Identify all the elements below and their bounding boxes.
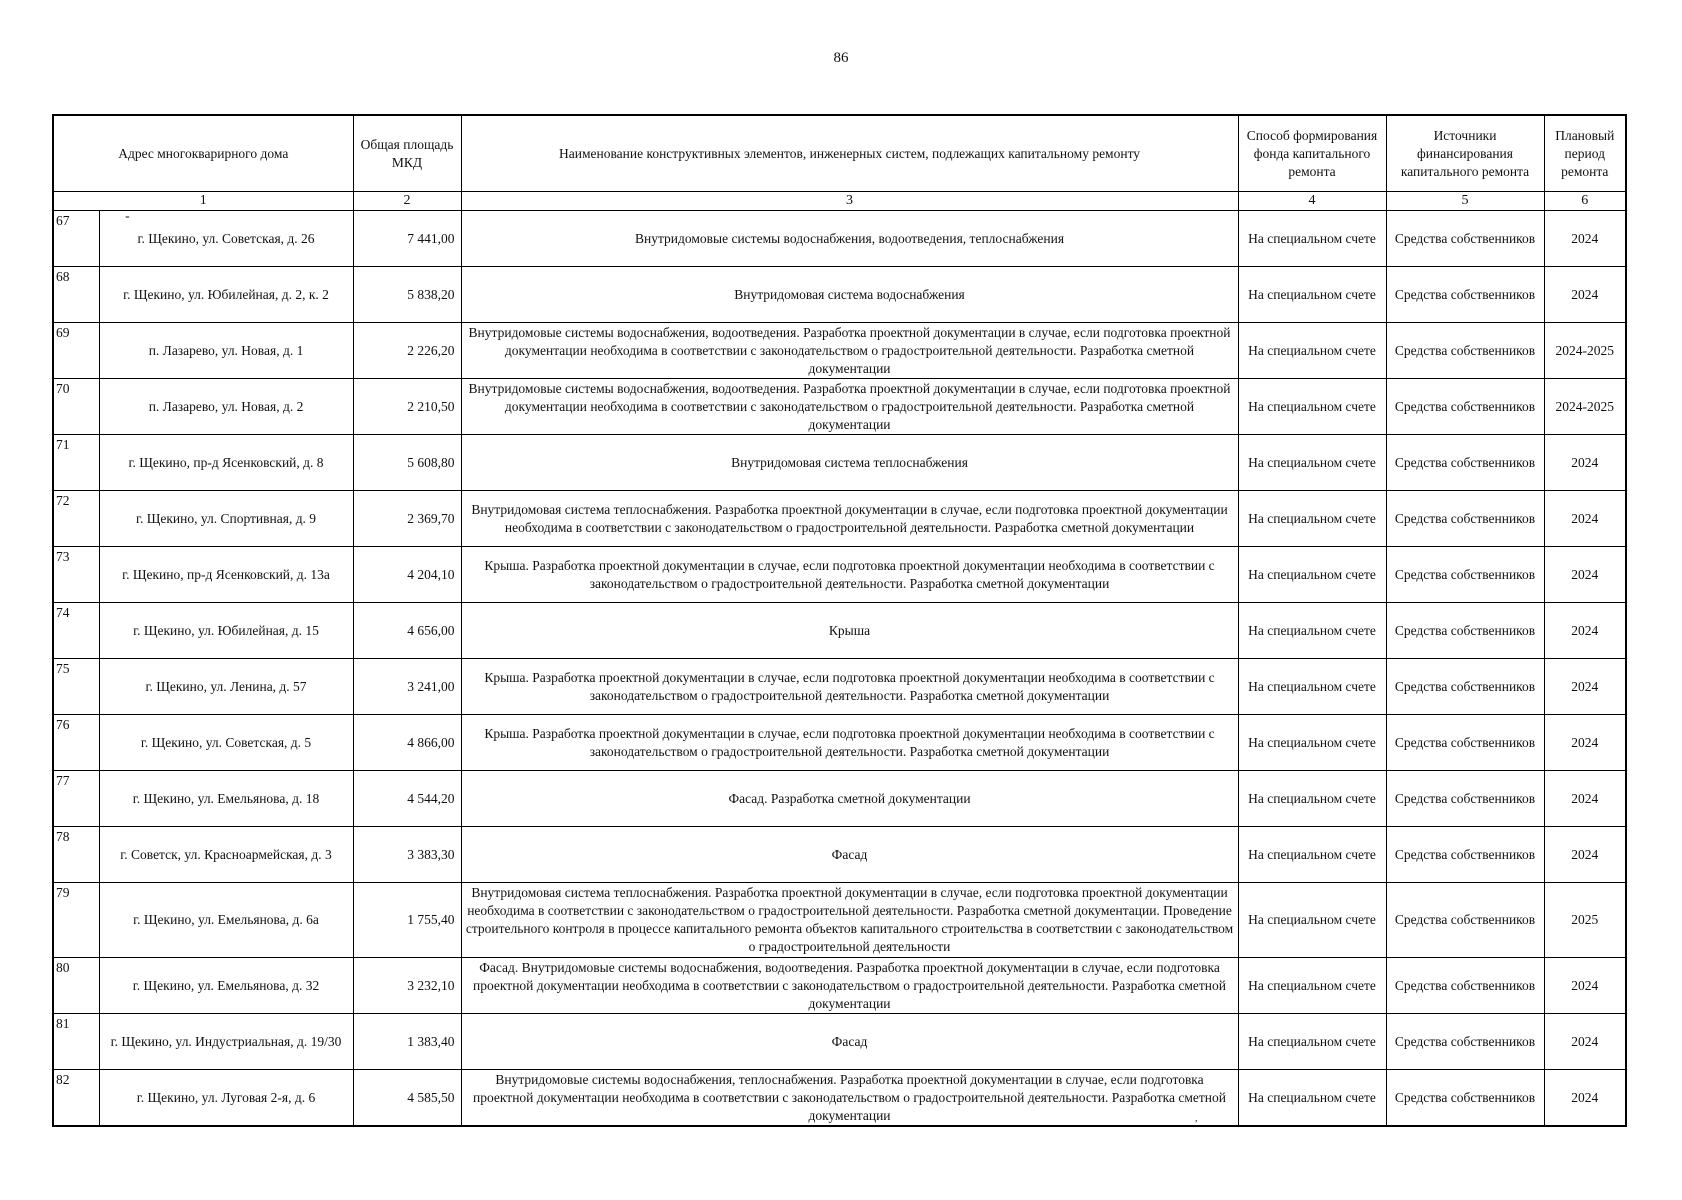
table-row: [53, 659, 1626, 715]
area-cell: 3 232,10: [353, 958, 461, 1014]
period-cell: 2024: [1544, 211, 1626, 267]
address-cell: г. Щекино, ул. Спортивная, д. 9: [99, 491, 353, 547]
row-number: 70: [53, 379, 99, 435]
financing-cell: Средства собственников: [1386, 267, 1544, 323]
row-number: 78: [53, 827, 99, 883]
column-index: 3: [461, 192, 1238, 211]
address-cell: г. Щекино, ул. Емельянова, д. 18: [99, 771, 353, 827]
address-cell: г. Щекино, пр-д Ясенковский, д. 13а: [99, 547, 353, 603]
table-row: [53, 827, 1626, 883]
elements-cell: Крыша. Разработка проектной документации в случае, если подготовка проектной документации необходима в соответствии с законодательством о градостроительной деятельности. Разработка сметной документации: [461, 547, 1238, 603]
financing-cell: Средства собственников: [1386, 771, 1544, 827]
period-cell: 2024: [1544, 267, 1626, 323]
address-cell: г. Советск, ул. Красноармейская, д. 3: [99, 827, 353, 883]
elements-cell: Крыша: [461, 603, 1238, 659]
table-row: [53, 267, 1626, 323]
address-cell: г. Щекино, ул. Юбилейная, д. 15: [99, 603, 353, 659]
fund-method-cell: На специальном счете: [1238, 771, 1386, 827]
fund-method-cell: На специальном счете: [1238, 958, 1386, 1014]
table-row: [53, 1014, 1626, 1070]
header-financing: Источники финансирования капитального ремонта: [1386, 115, 1544, 192]
elements-cell: Внутридомовые системы водоснабжения, водоотведения. Разработка проектной документации в случае, если подготовка проектной документации необходима в соответствии с законодательством о градостроительной деятельности. Разработка сметной документации: [461, 323, 1238, 379]
area-cell: 4 585,50: [353, 1070, 461, 1127]
address-cell: г. Щекино, ул. Емельянова, д. 32: [99, 958, 353, 1014]
address-cell: г. Щекино, ул. Советская, д. 5: [99, 715, 353, 771]
financing-cell: Средства собственников: [1386, 1070, 1544, 1127]
financing-cell: Средства собственников: [1386, 379, 1544, 435]
row-number: 73: [53, 547, 99, 603]
area-cell: 4 656,00: [353, 603, 461, 659]
financing-cell: Средства собственников: [1386, 659, 1544, 715]
elements-cell: Внутридомовая система теплоснабжения. Разработка проектной документации в случае, если подготовка проектной документации необходима в соответствии с законодательством о градостроительной деятельности. Разработка сметной документации: [461, 491, 1238, 547]
elements-cell: Внутридомовые системы водоснабжения, водоотведения. Разработка проектной документации в случае, если подготовка проектной документации необходима в соответствии с законодательством о градостроительной деятельности. Разработка сметной документации: [461, 379, 1238, 435]
fund-method-cell: На специальном счете: [1238, 211, 1386, 267]
row-number: 74: [53, 603, 99, 659]
area-cell: 2 369,70: [353, 491, 461, 547]
elements-cell: Внутридомовая система теплоснабжения: [461, 435, 1238, 491]
elements-cell: Внутридомовая система теплоснабжения. Разработка проектной документации в случае, если подготовка проектной документации необходима в соответствии с законодательством о градостроительной деятельности. Разработка сметной документации. Проведение строительного контроля в процессе капитального ремонта объектов капитального строительства в соответствии с законодательством о градостроительной деятельности: [461, 883, 1238, 958]
header-row: [53, 115, 1626, 192]
elements-cell: Внутридомовые системы водоснабжения, теплоснабжения. Разработка проектной документации в случае, если подготовка проектной документации необходима в соответствии с законодательством о градостроительной деятельности. Разработка сметной документации: [461, 1070, 1238, 1127]
header-period: Плановый период ремонта: [1544, 115, 1626, 192]
address-cell: г. Щекино, ул. Советская, д. 26: [99, 211, 353, 267]
period-cell: 2025: [1544, 883, 1626, 958]
elements-cell: Фасад. Разработка сметной документации: [461, 771, 1238, 827]
financing-cell: Средства собственников: [1386, 715, 1544, 771]
area-cell: 4 544,20: [353, 771, 461, 827]
table-row: [53, 323, 1626, 379]
address-cell: г. Щекино, пр-д Ясенковский, д. 8: [99, 435, 353, 491]
fund-method-cell: На специальном счете: [1238, 1014, 1386, 1070]
period-cell: 2024-2025: [1544, 379, 1626, 435]
period-cell: 2024: [1544, 435, 1626, 491]
table-row: [53, 547, 1626, 603]
column-index: 5: [1386, 192, 1544, 211]
period-cell: 2024: [1544, 1014, 1626, 1070]
fund-method-cell: На специальном счете: [1238, 659, 1386, 715]
period-cell: 2024: [1544, 771, 1626, 827]
area-cell: 3 383,30: [353, 827, 461, 883]
area-cell: 2 226,20: [353, 323, 461, 379]
row-number: 68: [53, 267, 99, 323]
row-number: 76: [53, 715, 99, 771]
elements-cell: Внутридомовые системы водоснабжения, водоотведения, теплоснабжения: [461, 211, 1238, 267]
column-index: 4: [1238, 192, 1386, 211]
table-row: [53, 379, 1626, 435]
period-cell: 2024: [1544, 491, 1626, 547]
table-row: [53, 1070, 1626, 1127]
financing-cell: Средства собственников: [1386, 827, 1544, 883]
financing-cell: Средства собственников: [1386, 883, 1544, 958]
address-cell: г. Щекино, ул. Индустриальная, д. 19/30: [99, 1014, 353, 1070]
row-number: 71: [53, 435, 99, 491]
column-index: 6: [1544, 192, 1626, 211]
header-area: Общая площадь МКД: [353, 115, 461, 192]
row-number: 75: [53, 659, 99, 715]
fund-method-cell: На специальном счете: [1238, 379, 1386, 435]
elements-cell: Фасад. Внутридомовые системы водоснабжения, водоотведения. Разработка проектной документации в случае, если подготовка проектной документации необходима в соответствии с законодательством о градостроительной деятельности. Разработка сметной документации: [461, 958, 1238, 1014]
row-number: 72: [53, 491, 99, 547]
elements-cell: Крыша. Разработка проектной документации в случае, если подготовка проектной документации необходима в соответствии с законодательством о градостроительной деятельности. Разработка сметной документации: [461, 715, 1238, 771]
stray-mark: ⁼: [125, 213, 130, 223]
financing-cell: Средства собственников: [1386, 491, 1544, 547]
fund-method-cell: На специальном счете: [1238, 1070, 1386, 1127]
period-cell: 2024-2025: [1544, 323, 1626, 379]
row-number: 79: [53, 883, 99, 958]
period-cell: 2024: [1544, 547, 1626, 603]
table-row: [53, 958, 1626, 1014]
period-cell: 2024: [1544, 603, 1626, 659]
fund-method-cell: На специальном счете: [1238, 883, 1386, 958]
address-cell: п. Лазарево, ул. Новая, д. 2: [99, 379, 353, 435]
financing-cell: Средства собственников: [1386, 547, 1544, 603]
elements-cell: Внутридомовая система водоснабжения: [461, 267, 1238, 323]
page-number: 86: [833, 50, 849, 66]
area-cell: 5 838,20: [353, 267, 461, 323]
area-cell: 3 241,00: [353, 659, 461, 715]
elements-cell: Фасад: [461, 1014, 1238, 1070]
elements-cell: Фасад: [461, 827, 1238, 883]
header-fund-method: Способ формирования фонда капитального ремонта: [1238, 115, 1386, 192]
period-cell: 2024: [1544, 827, 1626, 883]
row-number: 81: [53, 1014, 99, 1070]
table-row: [53, 771, 1626, 827]
financing-cell: Средства собственников: [1386, 435, 1544, 491]
period-cell: 2024: [1544, 715, 1626, 771]
area-cell: 4 866,00: [353, 715, 461, 771]
fund-method-cell: На специальном счете: [1238, 491, 1386, 547]
area-cell: 7 441,00: [353, 211, 461, 267]
financing-cell: Средства собственников: [1386, 603, 1544, 659]
fund-method-cell: На специальном счете: [1238, 603, 1386, 659]
header-address: Адрес многокварирного дома: [53, 115, 353, 192]
financing-cell: Средства собственников: [1386, 958, 1544, 1014]
fund-method-cell: На специальном счете: [1238, 547, 1386, 603]
table-row: [53, 603, 1626, 659]
header-elements: Наименование конструктивных элементов, инженерных систем, подлежащих капитальному ремонту: [461, 115, 1238, 192]
period-cell: 2024: [1544, 958, 1626, 1014]
table-row: [53, 491, 1626, 547]
row-number: 69: [53, 323, 99, 379]
area-cell: 1 755,40: [353, 883, 461, 958]
stray-mark: ,: [1195, 1113, 1198, 1124]
row-number: 80: [53, 958, 99, 1014]
table-body: [53, 211, 1626, 1127]
table-row: [53, 435, 1626, 491]
capital-repair-table: [52, 114, 1627, 1127]
address-cell: г. Щекино, ул. Ленина, д. 57: [99, 659, 353, 715]
financing-cell: Средства собственников: [1386, 323, 1544, 379]
period-cell: 2024: [1544, 1070, 1626, 1127]
column-index-row: [53, 192, 1626, 211]
fund-method-cell: На специальном счете: [1238, 267, 1386, 323]
area-cell: 5 608,80: [353, 435, 461, 491]
table-row: [53, 883, 1626, 958]
table-row: [53, 211, 1626, 267]
row-number: 67: [53, 211, 99, 267]
column-index: 2: [353, 192, 461, 211]
period-cell: 2024: [1544, 659, 1626, 715]
address-cell: г. Щекино, ул. Луговая 2-я, д. 6: [99, 1070, 353, 1127]
fund-method-cell: На специальном счете: [1238, 715, 1386, 771]
address-cell: г. Щекино, ул. Юбилейная, д. 2, к. 2: [99, 267, 353, 323]
area-cell: 1 383,40: [353, 1014, 461, 1070]
financing-cell: Средства собственников: [1386, 1014, 1544, 1070]
address-cell: п. Лазарево, ул. Новая, д. 1: [99, 323, 353, 379]
address-cell: г. Щекино, ул. Емельянова, д. 6а: [99, 883, 353, 958]
row-number: 82: [53, 1070, 99, 1127]
fund-method-cell: На специальном счете: [1238, 827, 1386, 883]
area-cell: 4 204,10: [353, 547, 461, 603]
fund-method-cell: На специальном счете: [1238, 323, 1386, 379]
elements-cell: Крыша. Разработка проектной документации в случае, если подготовка проектной документации необходима в соответствии с законодательством о градостроительной деятельности. Разработка сметной документации: [461, 659, 1238, 715]
fund-method-cell: На специальном счете: [1238, 435, 1386, 491]
row-number: 77: [53, 771, 99, 827]
table-row: [53, 715, 1626, 771]
financing-cell: Средства собственников: [1386, 211, 1544, 267]
column-index: 1: [53, 192, 353, 211]
area-cell: 2 210,50: [353, 379, 461, 435]
